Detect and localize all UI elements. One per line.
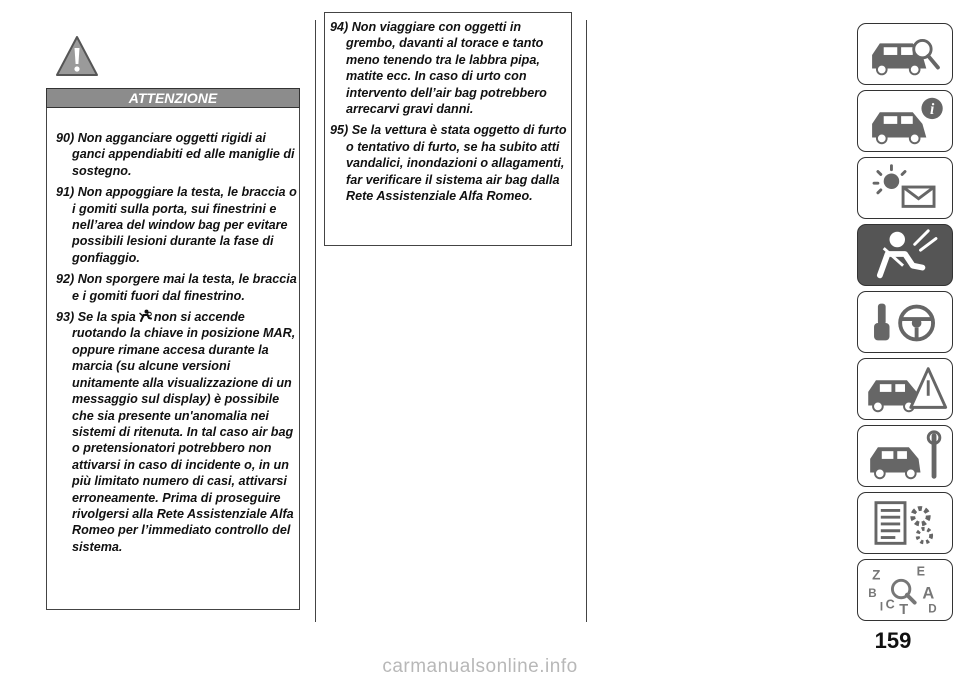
note-93	[56, 309, 298, 555]
column-divider	[586, 20, 587, 622]
svg-text:C: C	[885, 597, 895, 612]
tab-index[interactable]	[857, 559, 953, 621]
key-steering-wheel-icon	[858, 292, 952, 352]
car-wrench-icon	[858, 426, 952, 486]
svg-text:I: I	[879, 600, 884, 614]
svg-text:A: A	[922, 584, 935, 603]
column-divider	[315, 20, 316, 622]
tab-car-magnifier[interactable]	[857, 23, 953, 85]
car-info-icon	[858, 91, 952, 151]
warning-triangle-icon	[54, 34, 100, 80]
svg-text:E: E	[916, 564, 926, 579]
note-95: 95) Se la vettura è stata oggetto di furto o tentativo di furto, se ha subito atti vandalici, inondazioni o allagamenti, far verificare il sistema air bag dalla Rete Assistenziale Alfa Romeo.	[330, 123, 567, 204]
note-90: 90) Non agganciare oggetti rigidi ai ganci appendiabiti ed alle maniglie di sostegno.	[56, 131, 295, 178]
tab-technical-data[interactable]	[857, 492, 953, 554]
notes-left-column	[56, 130, 298, 560]
page-number: 159	[874, 628, 912, 653]
note-93-rest: non si accende ruotando la chiave in posizione MAR, oppure rimane accesa durante la marcia (su alcune versioni unitamente alla visualizzazione di un messaggio sul display) è possibile che sia presente un'anomalia nei sistemi di ritenuta. In tal caso air bag o pretensionatori potrebbero non attivarsi in caso di incidente o, in un più limitato numero di casi, attivarsi erroneamente. Prima di proseguire rivolgersi alla Rete Assistenziale Alfa Romeo per l’immediato controllo del sistema.	[72, 310, 296, 554]
notes-right-column	[330, 19, 570, 209]
svg-text:B: B	[868, 586, 877, 600]
tab-emergency[interactable]	[857, 358, 953, 420]
car-emergency-triangle-icon	[858, 359, 952, 419]
technical-data-gear-icon	[858, 493, 952, 553]
tab-airbag-seatbelt[interactable]	[857, 224, 953, 286]
tab-maintenance[interactable]	[857, 425, 953, 487]
airbag-seatbelt-icon	[858, 225, 952, 285]
svg-text:T: T	[899, 602, 909, 619]
airbag-warning-light-icon	[138, 309, 152, 323]
warning-header: ATTENZIONE	[46, 88, 300, 108]
watermark: carmanualsonline.info	[382, 656, 578, 677]
warning-lights-message-icon	[858, 158, 952, 218]
alphabetical-index-icon	[858, 560, 952, 620]
car-magnifier-icon	[858, 24, 952, 84]
tab-starting-driving[interactable]	[857, 291, 953, 353]
note-91: 91) Non appoggiare la testa, le braccia o i gomiti sulla porta, sui finestrini e nell’area del window bag per evitare possibili lesioni durante la fase di gonfiaggio.	[56, 185, 297, 265]
svg-text:D: D	[928, 602, 937, 616]
note-92: 92) Non sporgere mai la testa, le braccia e i gomiti fuori dal finestrino.	[56, 272, 297, 303]
note-94: 94) Non viaggiare con oggetti in grembo, davanti al torace e tanto meno tenendo tra le labbra pipa, matite ecc. In caso di urto con intervento dell’air bag potrebbero arrecarvi gravi danni.	[330, 20, 547, 117]
svg-text:i: i	[929, 101, 935, 119]
tab-warning-lights-messages[interactable]	[857, 157, 953, 219]
tab-car-info[interactable]	[857, 90, 953, 152]
svg-text:Z: Z	[872, 567, 881, 583]
note-93-start: 93) Se la spia	[56, 310, 136, 325]
